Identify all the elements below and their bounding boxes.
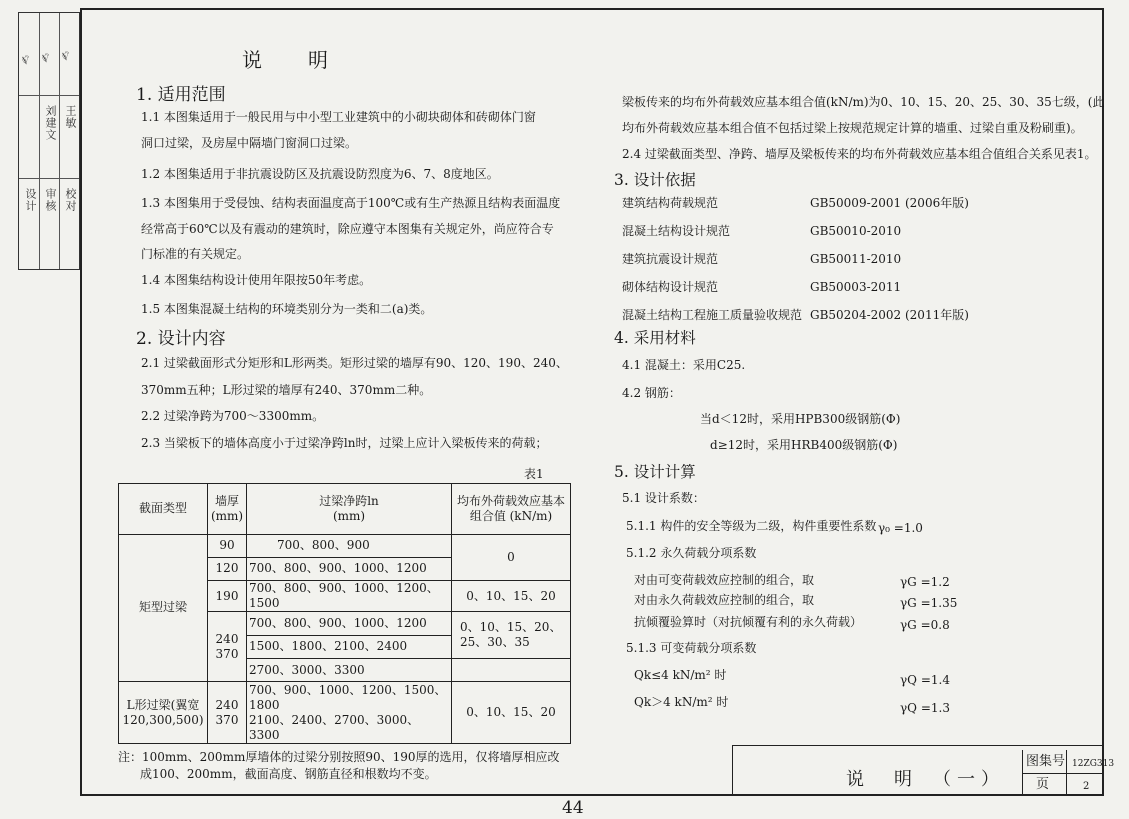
code-number: GB50010-2010 [810, 224, 902, 238]
paragraph-1-2: 1.2 本图集适用于非抗震设防区及抗震设防烈度为6、7、8度地区。 [141, 167, 499, 181]
paragraph-1-3c: 门标准的有关规定。 [141, 247, 250, 261]
stripe-role-2: 校对 [64, 188, 77, 212]
table-header-cell: 截面类型 [119, 484, 208, 535]
value-gamma-g-2: γG =1.35 [900, 596, 958, 610]
value-gamma-q-2: γQ =1.3 [900, 701, 950, 715]
section-heading-3: 3. 设计依据 [614, 171, 696, 189]
code-name: 混凝土结构工程施工质量验收规范 [622, 308, 803, 322]
stripe-col [19, 13, 40, 269]
table-note-1: 注：100mm、200mm厚墙体的过梁分别按照90、190厚的选用，仅将墙厚相应改 [118, 750, 560, 764]
table-cell: 0 [452, 534, 571, 581]
sheet-title: 说 明 （一） [846, 769, 1005, 790]
code-name: 混凝土结构设计规范 [622, 224, 731, 238]
paragraph-2-4: 2.4 过梁截面类型、净跨、墙厚及梁板传来的均布外荷载效应基本组合值组合关系见表1。 [622, 147, 1097, 161]
table-cell: 0、10、15、20 [452, 682, 571, 744]
table-note-2: 成100、200mm，截面高度、钢筋直径和根数均不变。 [140, 767, 437, 781]
table-cell: 700、800、900、1000、1200、1500 [247, 581, 452, 612]
section-heading-4: 4. 采用材料 [614, 329, 696, 347]
table-cell: 700、800、900、1000、1200 [247, 557, 452, 580]
paragraph-5-1-2: 5.1.2 永久荷载分项系数 [626, 546, 757, 560]
paragraph-1-3b: 经常高于60℃以及有震动的建筑时，除应遵守本图集有关规定外，尚应符合专 [141, 222, 554, 236]
table-cell: 0、10、15、20、 25、30、35 [452, 612, 571, 659]
code-number: GB50204-2002 (2011年版) [810, 308, 969, 322]
table-cell: 190 [208, 581, 247, 612]
paragraph-5-1: 5.1 设计系数： [622, 491, 705, 505]
page-number: 44 [562, 798, 584, 818]
table-cell: 700、900、1000、1200、1500、1800 2100、2400、2700、3000、3300 [247, 682, 452, 744]
paragraph-5-1-2-a: 对由可变荷载效应控制的组合，取 [634, 573, 815, 587]
value-gamma-q-1: γQ =1.4 [900, 673, 950, 687]
table-cell: 240 370 [208, 612, 247, 682]
paragraph-5-1-2-c: 抗倾覆验算时（对抗倾覆有利的永久荷载） [634, 615, 863, 629]
paragraph-2-3: 2.3 当梁板下的墙体高度小于过梁净跨ln时，过梁上应计入梁板传来的荷载； [141, 436, 548, 450]
material-steel: 4.2 钢筋： [622, 386, 681, 400]
table-cell: 700、800、900 [247, 534, 452, 557]
stripe-role-1: 审核 [44, 188, 57, 212]
paragraph-1-4: 1.4 本图集结构设计使用年限按50年考虑。 [141, 273, 372, 287]
code-name: 建筑抗震设计规范 [622, 252, 719, 266]
paragraph-2-3-cont-a: 梁板传来的均布外荷载效应基本组合值(kN/m)为0、10、15、20、25、30、35七级，(此 [622, 95, 1105, 109]
paragraph-1-1a: 1.1 本图集适用于一般民用与中小型工业建筑中的小砌块砌体和砖砌体门窗 [141, 110, 536, 124]
paragraph-5-1-2-b: 对由永久荷载效应控制的组合，取 [634, 593, 815, 607]
section-heading-1: 1. 适用范围 [136, 85, 226, 105]
material-steel-large: d≥12时，采用HRB400级钢筋(Φ) [710, 438, 898, 452]
table-caption: 表1 [524, 467, 544, 481]
code-name: 建筑结构荷载规范 [622, 196, 719, 210]
value-gamma-g-1: γG =1.2 [900, 575, 950, 589]
load-table [118, 483, 571, 744]
atlas-label: 图集号 [1026, 754, 1066, 769]
paragraph-1-1b: 洞口过梁，及房屋中隔墙门窗洞口过梁。 [141, 136, 358, 150]
page-label: 页 [1036, 777, 1050, 792]
paragraph-2-1a: 2.1 过梁截面形式分矩形和L形两类。矩形过梁的墙厚有90、120、190、240、 [141, 356, 568, 370]
value-gamma-0: γ₀ =1.0 [878, 521, 923, 535]
material-steel-small: 当d＜12时，采用HPB300级钢筋(Φ) [700, 412, 901, 426]
page-value: 2 [1083, 781, 1090, 792]
code-name: 砌体结构设计规范 [622, 280, 719, 294]
table-header-cell: 均布外荷载效应基本 组合值 (kN/m) [452, 484, 571, 535]
code-number: GB50011-2010 [810, 252, 902, 266]
table-header-cell: 过梁净跨ln (mm) [247, 484, 452, 535]
paragraph-1-5: 1.5 本图集混凝土结构的环境类别分为一类和二(a)类。 [141, 302, 433, 316]
code-number: GB50003-2011 [810, 280, 902, 294]
paragraph-2-3-cont-b: 均布外荷载效应基本组合值不包括过梁上按规范规定计算的墙重、过梁自重及粉刷重)。 [622, 121, 1083, 135]
section-heading-5: 5. 设计计算 [614, 463, 696, 481]
value-gamma-g-3: γG =0.8 [900, 618, 950, 632]
table-cell: 90 [208, 534, 247, 557]
stripe-name-1: 刘建文 [44, 105, 57, 141]
paragraph-5-1-3-b: Qk＞4 kN/m² 时 [634, 695, 729, 709]
paragraph-5-1-3-a: Qk≤4 kN/m² 时 [634, 668, 727, 682]
paragraph-1-3a: 1.3 本图集用于受侵蚀、结构表面温度高于100℃或有生产热源且结构表面温度 [141, 196, 561, 210]
stripe-row [19, 95, 79, 96]
table-cell: 700、800、900、1000、1200 [247, 612, 452, 635]
handwritten-signature: ✍ [57, 48, 74, 63]
table-cell: 240 370 [208, 682, 247, 744]
paragraph-5-1-1: 5.1.1 构件的安全等级为二级，构件重要性系数 [626, 519, 877, 533]
table-cell: 2700、3000、3300 [247, 659, 452, 682]
table-header-cell: 墙厚 (mm) [208, 484, 247, 535]
handwritten-signature: ✍ [17, 52, 34, 67]
stripe-role-3: 设计 [24, 188, 37, 212]
title-block-divider [1066, 750, 1067, 796]
code-number: GB50009-2001 (2006年版) [810, 196, 969, 210]
handwritten-signature: ✍ [37, 50, 54, 65]
table-cell: L形过梁(翼宽 120,300,500) [119, 682, 208, 744]
section-heading-2: 2. 设计内容 [136, 329, 226, 349]
paragraph-2-1b: 370mm五种；L形过梁的墙厚有240、370mm二种。 [141, 383, 432, 397]
table-cell: 0、10、15、20 [452, 581, 571, 612]
stripe-name-2: 王敏 [64, 105, 77, 129]
paragraph-2-2: 2.2 过梁净跨为700～3300mm。 [141, 409, 325, 423]
review-stripe [18, 12, 80, 270]
stripe-row [19, 178, 79, 179]
page-title: 说 明 [242, 48, 330, 72]
title-block-divider [1022, 773, 1104, 774]
table-cell [452, 659, 571, 682]
atlas-number: 12ZG313 [1072, 759, 1115, 769]
paragraph-5-1-3: 5.1.3 可变荷载分项系数 [626, 641, 757, 655]
material-concrete: 4.1 混凝土：采用C25. [622, 358, 746, 372]
table-cell: 矩型过梁 [119, 534, 208, 682]
table-cell: 1500、1800、2100、2400 [247, 635, 452, 658]
table-cell: 120 [208, 557, 247, 580]
